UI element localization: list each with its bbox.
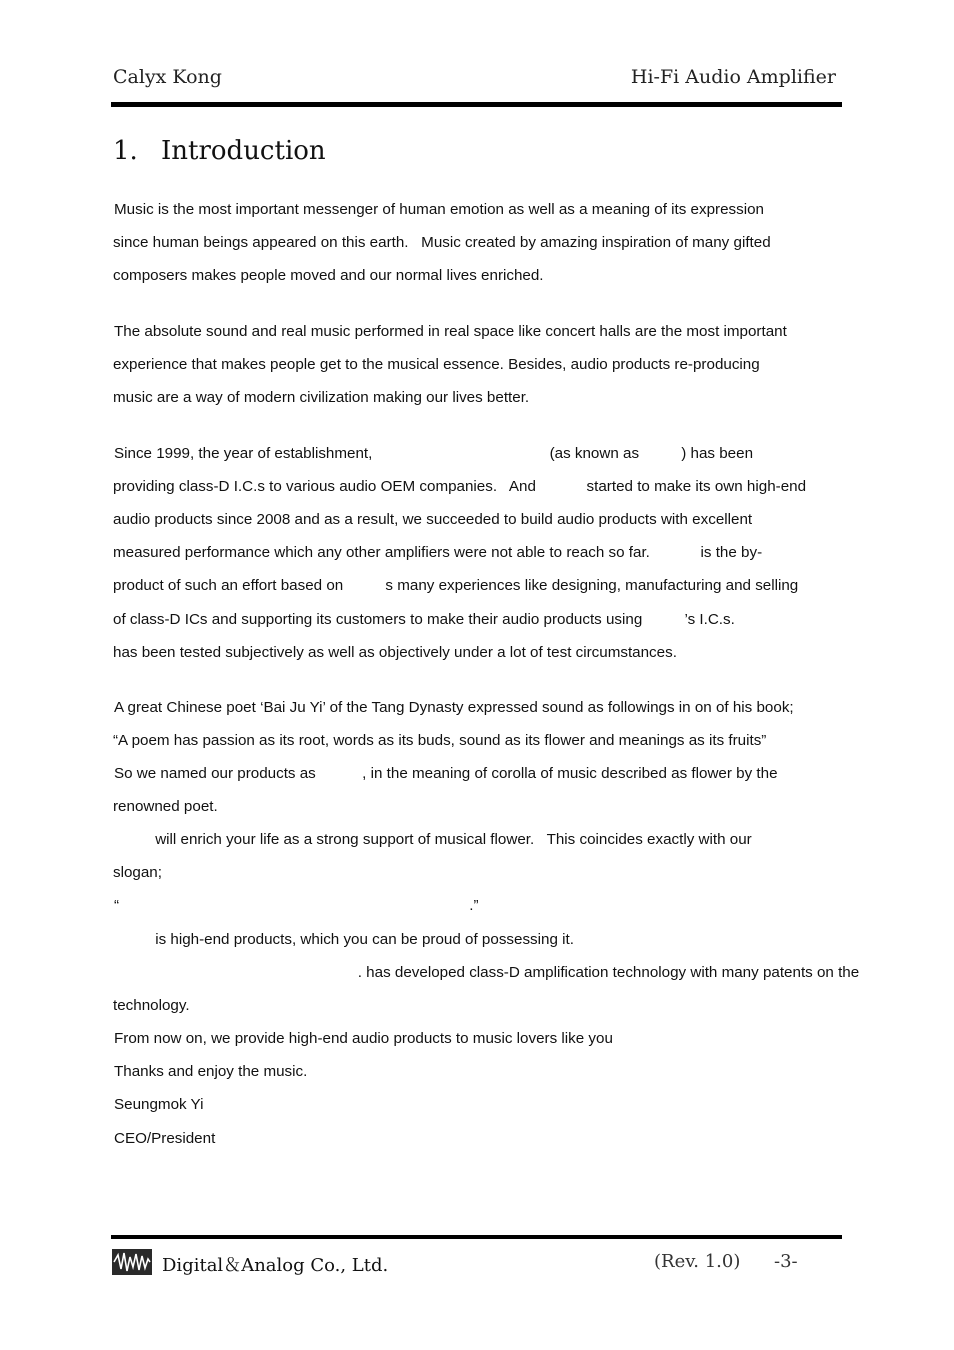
text-line: Seungmok Yi bbox=[114, 1096, 204, 1113]
text-line: “ .” bbox=[114, 897, 479, 914]
text-line: composers makes people moved and our normal lives enriched. bbox=[113, 267, 544, 284]
section-title bbox=[113, 136, 326, 166]
text-line: experience that makes people get to the musical essence. Besides, audio products re-producing bbox=[113, 356, 760, 373]
text-line: music are a way of modern civilization making our lives better. bbox=[113, 389, 530, 406]
header-author: Calyx Kong bbox=[113, 66, 222, 88]
text-line: audio products since 2008 and as a result, we succeeded to build audio products with excellent bbox=[113, 511, 753, 528]
text-line: Thanks and enjoy the music. bbox=[114, 1063, 308, 1080]
text-line: of class-D ICs and supporting its customers to make their audio products using ’s I.C.s. bbox=[113, 611, 735, 628]
header-product: Hi-Fi Audio Amplifier bbox=[630, 66, 836, 88]
footer-revision: (Rev. 1.0) bbox=[654, 1251, 741, 1272]
text-line: has been tested subjectively as well as objectively under a lot of test circumstances. bbox=[113, 644, 677, 661]
text-line: So we named our products as , in the meaning of corolla of music described as flower by the bbox=[114, 765, 778, 782]
text-line: . has developed class-D amplification technology with many patents on the bbox=[113, 964, 860, 981]
text-line: slogan; bbox=[113, 864, 162, 881]
text-line: renowned poet. bbox=[113, 798, 218, 815]
footer-company: Digital＆Analog Co., Ltd. bbox=[162, 1255, 389, 1276]
text-line: Music is the most important messenger of human emotion as well as a meaning of its expression bbox=[114, 201, 764, 218]
text-line: A great Chinese poet ‘Bai Ju Yi’ of the Tang Dynasty expressed sound as followings in on of his book; bbox=[114, 699, 794, 716]
header-divider bbox=[111, 102, 842, 107]
text-line: CEO/President bbox=[114, 1130, 216, 1147]
footer-divider bbox=[111, 1235, 842, 1239]
section-heading: Introduction bbox=[161, 136, 326, 166]
footer-page-number: -3- bbox=[774, 1251, 798, 1272]
text-line: is high-end products, which you can be proud of possessing it. bbox=[113, 931, 574, 948]
text-line: product of such an effort based on s many experiences like designing, manufacturing and selling bbox=[113, 577, 799, 594]
section-number: 1. bbox=[113, 136, 138, 166]
text-line: The absolute sound and real music performed in real space like concert halls are the most important bbox=[114, 323, 787, 340]
text-line: technology. bbox=[113, 997, 190, 1014]
waveform-icon bbox=[112, 1249, 152, 1275]
text-line: From now on, we provide high-end audio products to music lovers like you bbox=[114, 1030, 613, 1047]
text-line: will enrich your life as a strong support of musical flower. This coincides exactly with our bbox=[113, 831, 752, 848]
text-line: Since 1999, the year of establishment, (as known as ) has been bbox=[114, 445, 754, 462]
text-line: measured performance which any other amplifiers were not able to reach so far. is the by- bbox=[113, 544, 763, 561]
company-logo-icon bbox=[112, 1249, 152, 1275]
text-line: “A poem has passion as its root, words as its buds, sound as its flower and meanings as its fruits” bbox=[113, 732, 767, 749]
text-line: since human beings appeared on this earth. Music created by amazing inspiration of many gifted bbox=[113, 234, 771, 251]
text-line: providing class-D I.C.s to various audio OEM companies. And started to make its own high-end bbox=[113, 478, 807, 495]
